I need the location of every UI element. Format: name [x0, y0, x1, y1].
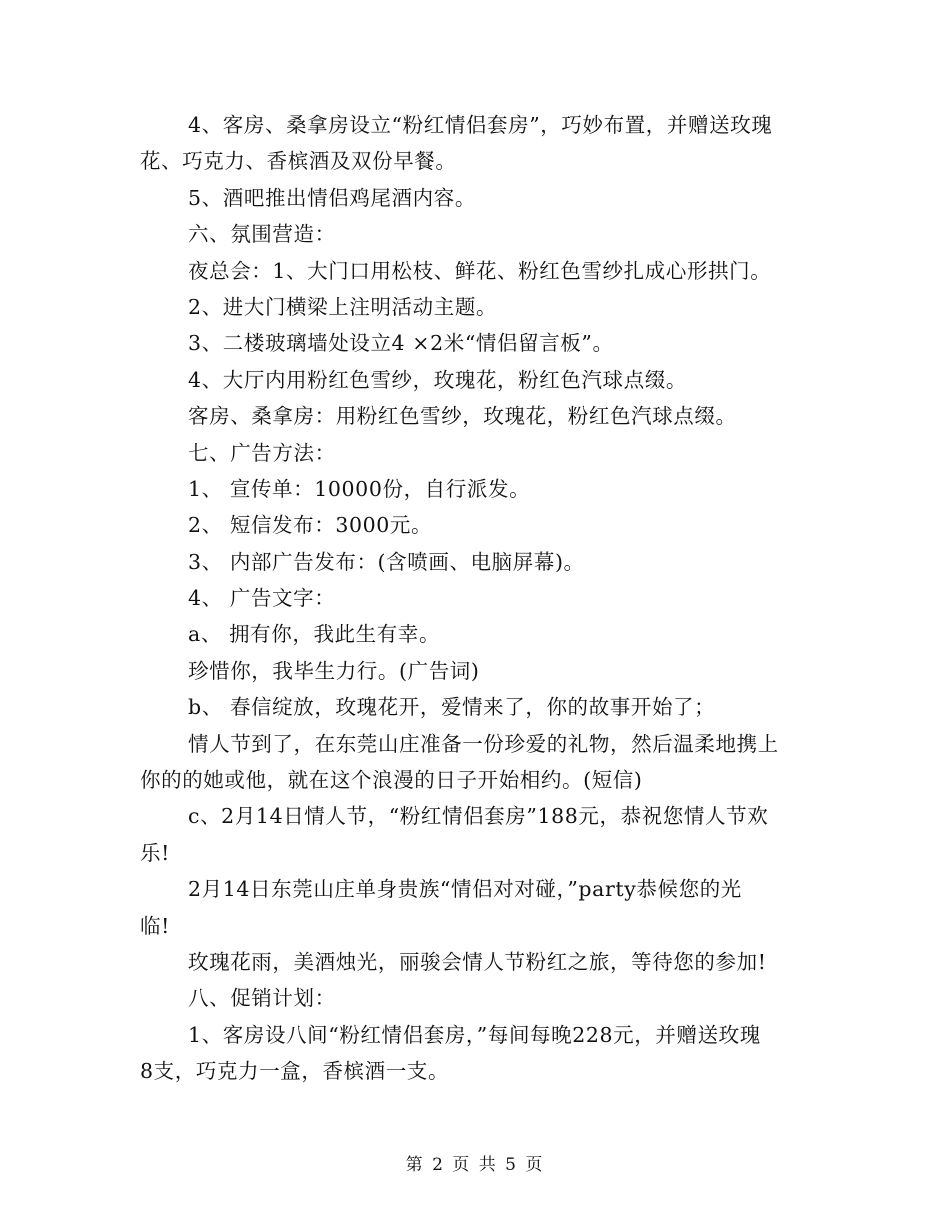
section-heading: 七、广告方法： [188, 440, 336, 465]
document-body [140, 107, 810, 1090]
text-line: 1、客房设八间“粉红情侣套房，”每间每晚228元，并赠送玫瑰 [188, 1022, 761, 1047]
section-heading: 六、氛围营造： [188, 222, 336, 247]
text-line: 8支，巧克力一盒，香槟酒一支。 [140, 1059, 450, 1084]
text-line: 2、 短信发布：3000元。 [188, 513, 433, 538]
text-line: 3、二楼玻璃墙处设立4 ×2米“情侣留言板”。 [188, 331, 614, 356]
text-line: 3、 内部广告发布：(含喷画、电脑屏幕)。 [188, 549, 585, 574]
text-line: 珍惜你，我毕生力行。(广告词) [188, 658, 480, 683]
text-line: 4、客房、桑拿房设立“粉红情侣套房”，巧妙布置，并赠送玫瑰 [188, 113, 773, 137]
text-line: 临! [140, 913, 170, 938]
text-line: c、2月14日情人节，“粉红情侣套房”188元，恭祝您情人节欢 [188, 804, 769, 829]
text-line: 花、巧克力、香槟酒及双份早餐。 [140, 149, 457, 174]
text-line: a、 拥有你，我此生有幸。 [188, 622, 441, 647]
text-line: 2月14日东莞山庄单身贵族“情侣对对碰，”party恭候您的光 [188, 877, 742, 902]
text-line: b、 春信绽放，玫瑰花开，爱情来了，你的故事开始了； [188, 695, 716, 720]
section-heading: 八、促销计划： [188, 986, 336, 1011]
text-line: 你的的她或他，就在这个浪漫的日子开始相约。(短信) [140, 768, 643, 793]
text-line: 玫瑰花雨，美酒烛光，丽骏会情人节粉红之旅，等待您的参加! [188, 949, 767, 974]
text-line: 1、 宣传单：10000份，自行派发。 [188, 476, 531, 501]
text-line: 2、进大门横梁上注明活动主题。 [188, 294, 498, 319]
page-number: 第 2 页 共 5 页 [405, 1155, 545, 1175]
text-line: 4、 广告文字： [188, 586, 336, 611]
text-line: 客房、桑拿房：用粉红色雪纱，玫瑰花，粉红色汽球点缀。 [188, 404, 737, 429]
text-line: 乐! [140, 840, 170, 865]
text-line: 5、酒吧推出情侣鸡尾酒内容。 [188, 185, 476, 210]
text-line: 情人节到了，在东莞山庄准备一份珍爱的礼物，然后温柔地携上 [188, 731, 779, 756]
text-line: 4、大厅内用粉红色雪纱，玫瑰花，粉红色汽球点缀。 [188, 367, 687, 392]
text-line: 夜总会：1、大门口用松枝、鲜花、粉红色雪纱扎成心形拱门。 [188, 258, 772, 283]
